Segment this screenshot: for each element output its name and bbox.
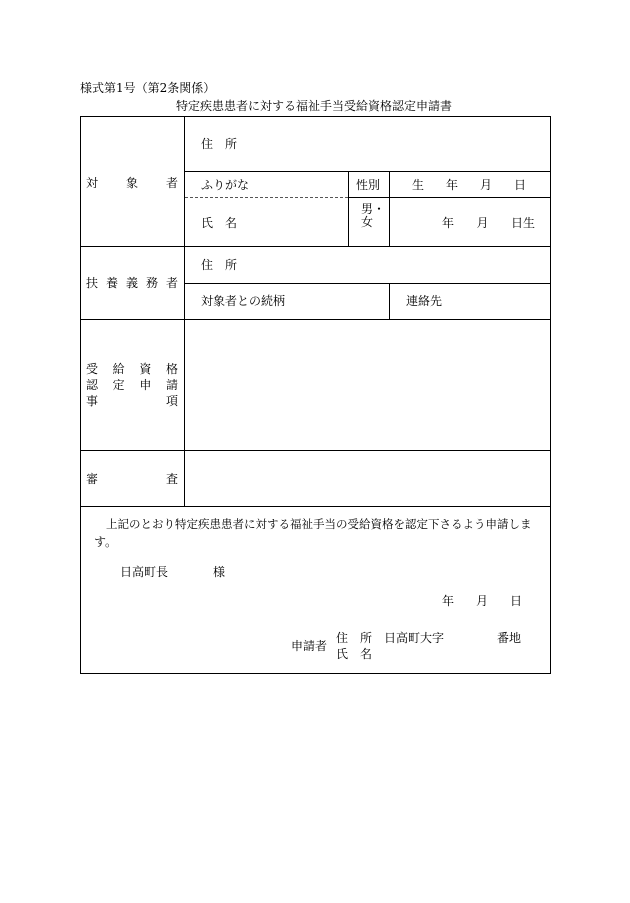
form-number: 様式第1号（第2条関係） xyxy=(80,81,216,95)
subject-address-label: 住 所 xyxy=(201,137,238,151)
gender-column-right xyxy=(389,171,390,247)
declaration-line1: 上記のとおり特定疾患患者に対する福祉手当の受給資格を認定下さるよう申請しま xyxy=(106,517,532,531)
contact-label: 連絡先 xyxy=(406,294,443,308)
row-divider xyxy=(185,283,551,284)
furigana-label: ふりがな xyxy=(201,178,250,192)
row-divider xyxy=(185,171,551,172)
guardian-address-label: 住 所 xyxy=(201,258,238,272)
row-divider xyxy=(80,246,551,247)
eligibility-label-row1: 受 給 資 格 xyxy=(86,362,178,376)
gender-label: 性別 xyxy=(356,178,381,192)
contact-divider xyxy=(389,283,390,320)
declaration-date: 年 月 日 xyxy=(442,594,522,608)
row-divider xyxy=(80,319,551,320)
eligibility-label-row3: 事 項 xyxy=(86,394,178,408)
declaration-line2: す。 xyxy=(94,535,118,549)
birth-header: 生 年 月 日 xyxy=(412,178,526,192)
subject-name-label: 氏 名 xyxy=(201,216,238,230)
row-divider xyxy=(80,506,551,507)
mayor-label: 日高町長 xyxy=(120,565,169,579)
page-title: 特定疾患患者に対する福祉手当受給資格認定申請書 xyxy=(176,99,453,113)
gender-options: 男・女 xyxy=(361,202,386,229)
applicant-address-label: 住 所 xyxy=(336,631,373,645)
gender-column-left xyxy=(348,171,349,247)
banchi-label: 番地 xyxy=(497,631,522,645)
guardian-label: 扶 養 義 務 者 xyxy=(86,276,178,290)
subject-label: 対 象 者 xyxy=(86,176,178,190)
relationship-label: 対象者との続柄 xyxy=(201,294,286,308)
applicant-label: 申請者 xyxy=(291,639,328,653)
applicant-name-label: 氏 名 xyxy=(336,647,373,661)
birth-date: 年 月 日生 xyxy=(442,216,535,230)
row-divider xyxy=(80,450,551,451)
review-label: 審 査 xyxy=(86,472,178,486)
furigana-divider xyxy=(185,197,348,198)
label-column-divider xyxy=(184,116,185,507)
applicant-address-value: 日高町大字 xyxy=(384,631,445,645)
eligibility-label-row2: 認 定 申 請 xyxy=(86,378,178,392)
sama-label: 様 xyxy=(213,565,226,579)
row-divider xyxy=(348,197,551,198)
